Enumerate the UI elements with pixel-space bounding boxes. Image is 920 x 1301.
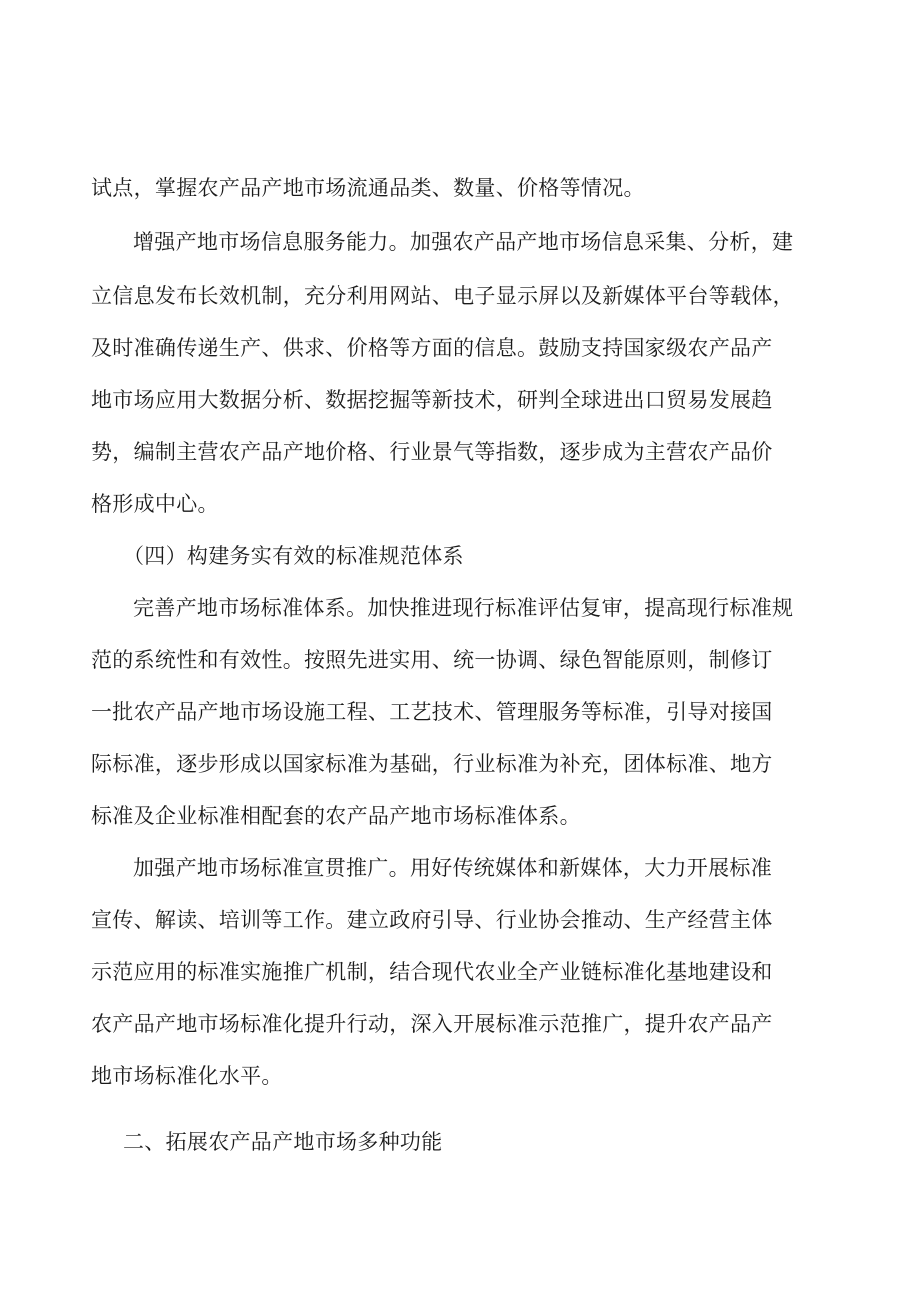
paragraph-line: 及时准确传递生产、供求、价格等方面的信息。鼓励支持国家级农产品产 <box>91 336 773 360</box>
paragraph-line: 地市场标准化水平。 <box>91 1064 283 1088</box>
paragraph-line: 完善产地市场标准体系。加快推进现行标准评估复审，提高现行标准规 <box>133 596 794 620</box>
paragraph-line: 地市场应用大数据分析、数据挖掘等新技术，研判全球进出口贸易发展趋 <box>91 388 773 412</box>
chapter-heading: 二、拓展农产品产地市场多种功能 <box>123 1130 443 1154</box>
paragraph-line: 增强产地市场信息服务能力。加强农产品产地市场信息采集、分析，建 <box>133 230 794 254</box>
paragraph-line: 际标准，逐步形成以国家标准为基础，行业标准为补充，团体标准、地方 <box>91 752 773 776</box>
paragraph-line: 一批农产品产地市场设施工程、工艺技术、管理服务等标准，引导对接国 <box>91 700 773 724</box>
paragraph-line: 范的系统性和有效性。按照先进实用、统一协调、绿色智能原则，制修订 <box>91 648 773 672</box>
paragraph-line: 标准及企业标准相配套的农产品产地市场标准体系。 <box>91 804 581 828</box>
section-heading: （四）构建务实有效的标准规范体系 <box>123 544 464 568</box>
paragraph-line: 宣传、解读、培训等工作。建立政府引导、行业协会推动、生产经营主体 <box>91 908 773 932</box>
paragraph-line: 立信息发布长效机制，充分利用网站、电子显示屏以及新媒体平台等载体， <box>91 284 794 308</box>
paragraph-line: 格形成中心。 <box>91 492 219 516</box>
paragraph-line: 加强产地市场标准宣贯推广。用好传统媒体和新媒体，大力开展标准 <box>133 856 772 880</box>
paragraph-line: 农产品产地市场标准化提升行动，深入开展标准示范推广，提升农产品产 <box>91 1012 773 1036</box>
paragraph-line: 示范应用的标准实施推广机制，结合现代农业全产业链标准化基地建设和 <box>91 960 773 984</box>
paragraph-line: 势，编制主营农产品产地价格、行业景气等指数，逐步成为主营农产品价 <box>91 440 773 464</box>
paragraph-line: 试点，掌握农产品产地市场流通品类、数量、价格等情况。 <box>91 176 645 200</box>
